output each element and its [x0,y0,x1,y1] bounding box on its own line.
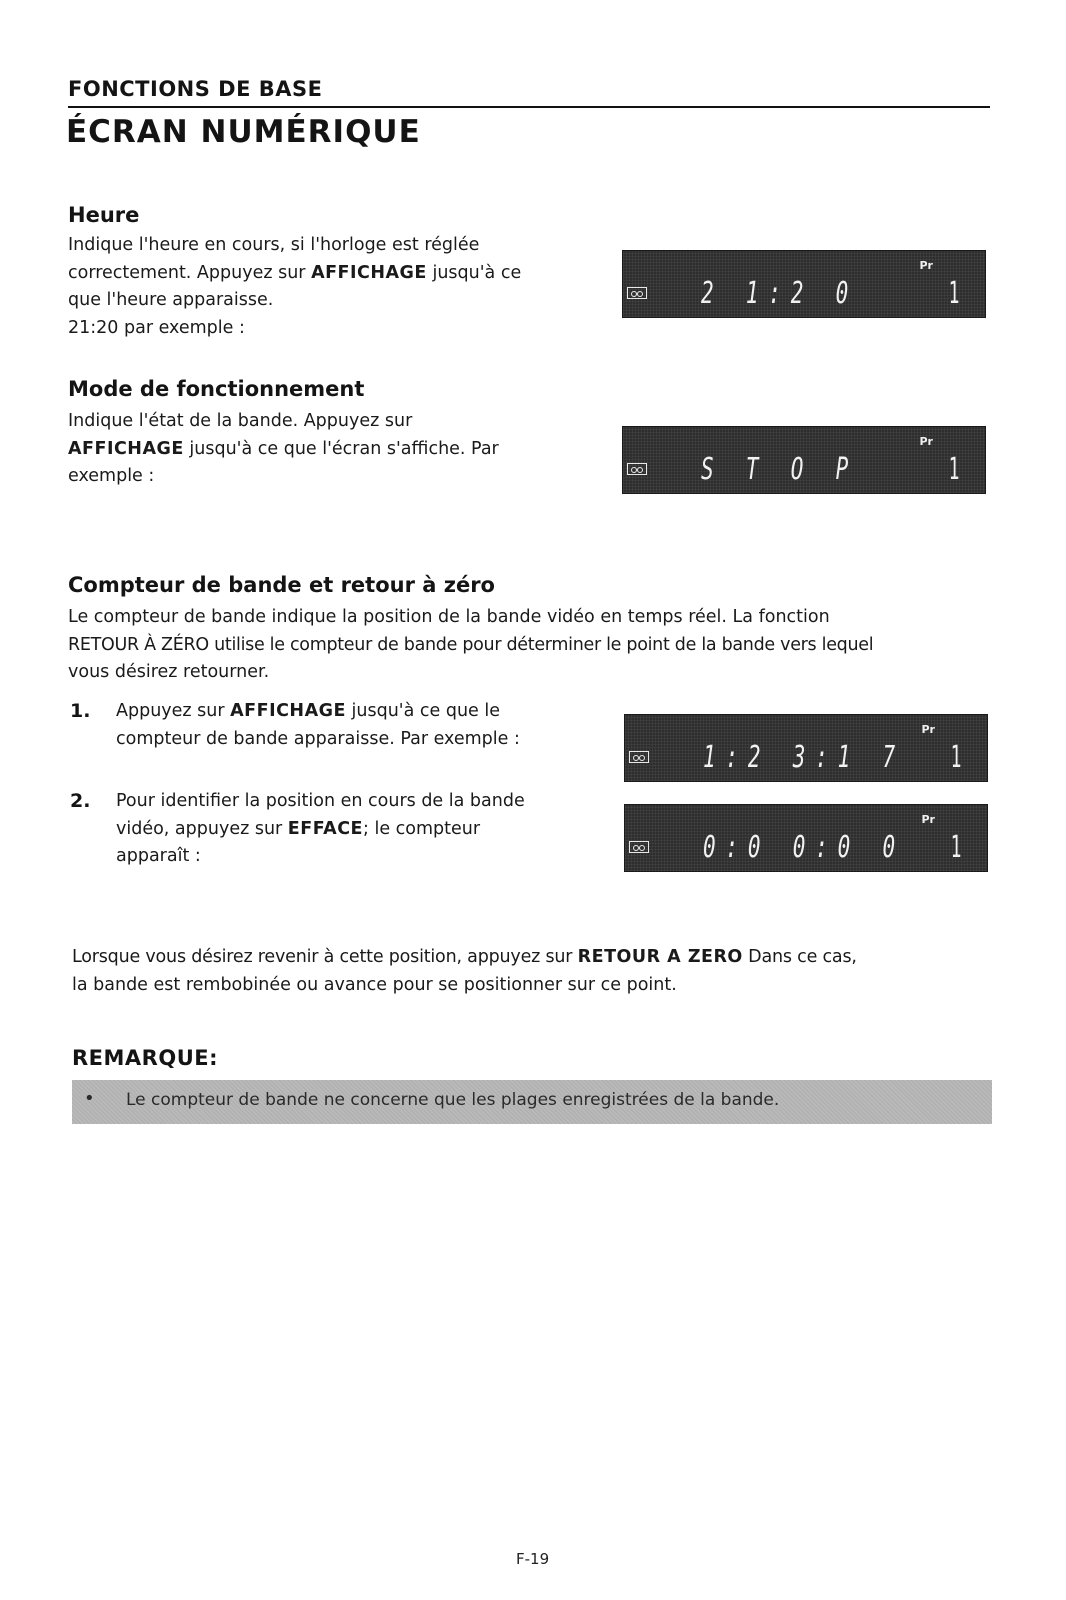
outro-line-2: la bande est rembobinée ou avance pour se positionner sur ce point. [72,974,677,995]
reset-counter-display [624,804,988,872]
step-2-text [116,788,596,871]
compteur-intro-3: vous désirez retourner. [68,662,270,682]
page-number: F-19 [516,1550,550,1568]
program-label: Pr [919,259,933,272]
clock-display [622,250,986,318]
header-rule [68,106,990,108]
step-2-line-3: apparaît : [116,846,201,866]
mode-paragraph [68,408,598,491]
remark-box [72,1080,992,1124]
cassette-icon [629,841,649,853]
step-2-line-1: Pour identifier la position en cours de la bande [116,791,525,811]
remark-title: REMARQUE: [72,1046,218,1070]
display-channel: 1 [948,276,960,311]
program-label: Pr [919,435,933,448]
compteur-intro-2: RETOUR À ZÉRO utilise le compteur de bande pour déterminer le point de la bande vers lequel [68,634,874,655]
section-header: FONCTIONS DE BASE [68,77,323,101]
cassette-icon [627,463,647,475]
page-title: ÉCRAN NUMÉRIQUE [66,114,421,150]
display-channel: 1 [950,740,962,775]
counter-display [624,714,988,782]
display-digits: 0:0 0:0 0 [703,830,905,865]
program-label: Pr [921,723,935,736]
heure-line-4: 21:20 par exemple : [68,317,245,338]
stop-display [622,426,986,494]
compteur-outro [72,944,1002,999]
compteur-intro [68,604,998,687]
compteur-heading: Compteur de bande et retour à zéro [68,573,495,597]
cassette-icon [627,287,647,299]
heure-line-1: Indique l'heure en cours, si l'horloge est réglée [68,235,480,255]
step-1-line-2: compteur de bande apparaisse. Par exemple : [116,728,520,749]
heure-heading: Heure [68,203,140,227]
mode-line-3: exemple : [68,466,155,486]
step-1-number: 1. [70,700,91,722]
heure-paragraph [68,232,608,342]
cassette-icon [629,751,649,763]
mode-line-1: Indique l'état de la bande. Appuyez sur [68,411,413,431]
display-channel: 1 [948,452,960,487]
remark-bullet: • [84,1088,95,1109]
mode-line-2: AFFICHAGE jusqu'à ce que l'écran s'affiche. Par [68,438,499,459]
display-digits: 2 1:2 0 [701,276,859,311]
step-2-number: 2. [70,790,91,812]
step-2-line-2: vidéo, appuyez sur EFFACE; le compteur [116,818,481,839]
step-1-text [116,698,596,753]
program-label: Pr [921,813,935,826]
heure-line-2: correctement. Appuyez sur AFFICHAGE jusqu'à ce [68,262,522,283]
step-1-line-1: Appuyez sur AFFICHAGE jusqu'à ce que le [116,701,500,721]
mode-heading: Mode de fonctionnement [68,377,365,401]
display-digits: S T O P [701,452,859,487]
display-channel: 1 [950,830,962,865]
display-digits: 1:2 3:1 7 [703,740,905,775]
remark-text: Le compteur de bande ne concerne que les plages enregistrées de la bande. [126,1090,780,1110]
heure-line-3: que l'heure apparaisse. [68,290,274,310]
compteur-intro-1: Le compteur de bande indique la position de la bande vidéo en temps réel. La fonction [68,607,830,627]
outro-line-1: Lorsque vous désirez revenir à cette position, appuyez sur RETOUR A ZERO Dans ce cas, [72,947,857,967]
